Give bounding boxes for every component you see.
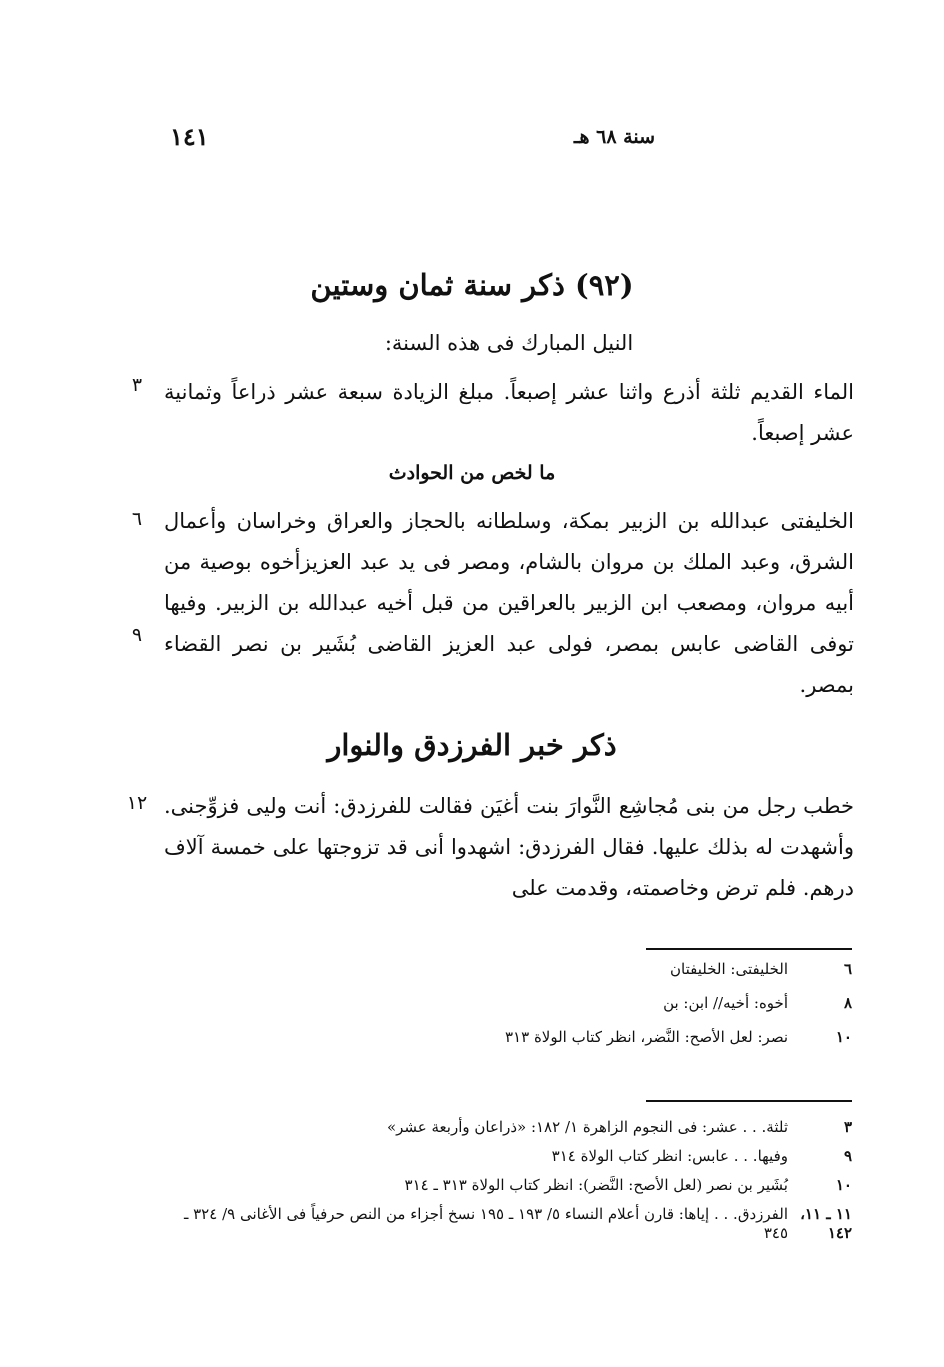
footnote-divider-2 [646,1100,852,1102]
footnote-text: وفيها. . . عابس: انظر كتاب الولاة ٣١٤ [551,1147,788,1165]
running-header [160,122,860,156]
footnote-number: ٨ [843,994,852,1012]
footnotes-sources [160,1118,852,1253]
footnote-number: ٣ [843,1118,852,1136]
footnote [160,994,852,1013]
footnote [160,1176,852,1195]
footnote-text: الفرزدق. . . إياها: قارن أعلام النساء ٥/ ١٩٣ ـ ١٩٥ نسخ أجزاء من النص حرفياً فى الأغانى ٩/ ٣٢٤ ـ ٣٤٥ [183,1205,788,1242]
footnote-number: ١١ ـ ١١، ١٤٢ [800,1205,852,1242]
footnote [160,1147,852,1166]
section-title-year-68: (٩٢) ذكر سنة ثمان وستين [310,268,634,302]
footnote [160,1028,852,1047]
line-number-12: ١٢ [126,792,148,814]
nile-paragraph: الماء القديم ثلثة أذرع واثنا عشر إصبعاً. مبلغ الزيادة سبعة عشر ذراعاً وثمانية عشر إصبعاً. [164,380,854,445]
nile-intro-line: النيل المبارك فى هذه السنة: [384,331,634,355]
section-title-farazdaq: ذكر خبر الفرزدق والنوار [327,728,617,762]
farazdaq-paragraph: خطب رجل من بنى مُجاشِع النَّوارَ بنت أغيَن فقالت للفرزدق: أنت وليى فزوِّجنى. وأشهدت له بذلك عليها. فقال الفرزدق: اشهدوا أنى قد تزوجتها على خمسة آلاف درهم. فلم ترض وخاصمته، وقدمت على [164,794,854,900]
footnote-text: الخليفتى: الخليفتان [670,960,788,978]
footnote [160,960,852,979]
events-paragraph: الخليفتى عبدالله بن الزبير بمكة، وسلطانه بالحجاز والعراق وخراسان وأعمال الشرق، وعبد الملك بن مروان بالشام، ومصر فى يد عبد العزيزأخوه بوصية من أبيه مروان، ومصعب ابن الزبير بالعراقين من قبل أخيه عبدالله بن الزبير. وفيها توفى القاضى عابس بمصر، فولى عبد العزيز القاضى بُشَير بن نصر القضاء بمصر. [164,509,854,697]
footnote-text: بُشَير بن نصر (لعل الأصح: النَّضر): انظر كتاب الولاة ٣١٣ ـ ٣١٤ [404,1176,788,1194]
running-header-title: سنة ٦٨ هـ [573,126,655,148]
footnote-number: ٦ [843,960,852,978]
footnote-number: ١٠ [835,1176,852,1194]
footnote [160,1205,852,1243]
footnote-text: أخوه: أخيه// ابن: بن [663,994,788,1012]
line-number-3: ٣ [131,374,143,396]
footnote-number: ١٠ [835,1028,852,1046]
footnote-number: ٩ [843,1147,852,1165]
line-number-9: ٩ [131,624,143,646]
footnote-text: ثلثة. . . عشر: فى النجوم الزاهرة ١/ ١٨٢: «ذراعان وأربعة عشر» [386,1118,788,1136]
footnote-divider-1 [646,948,852,950]
footnote-text: نصر: لعل الأصح: النَّضر، انظر كتاب الولاة ٣١٣ [505,1028,788,1046]
line-number-6: ٦ [131,508,143,530]
page-number: ١٤١ [170,122,209,151]
footnote [160,1118,852,1137]
events-subheading: ما لخص من الحوادث [388,462,556,484]
footnotes-variants [160,960,852,1062]
